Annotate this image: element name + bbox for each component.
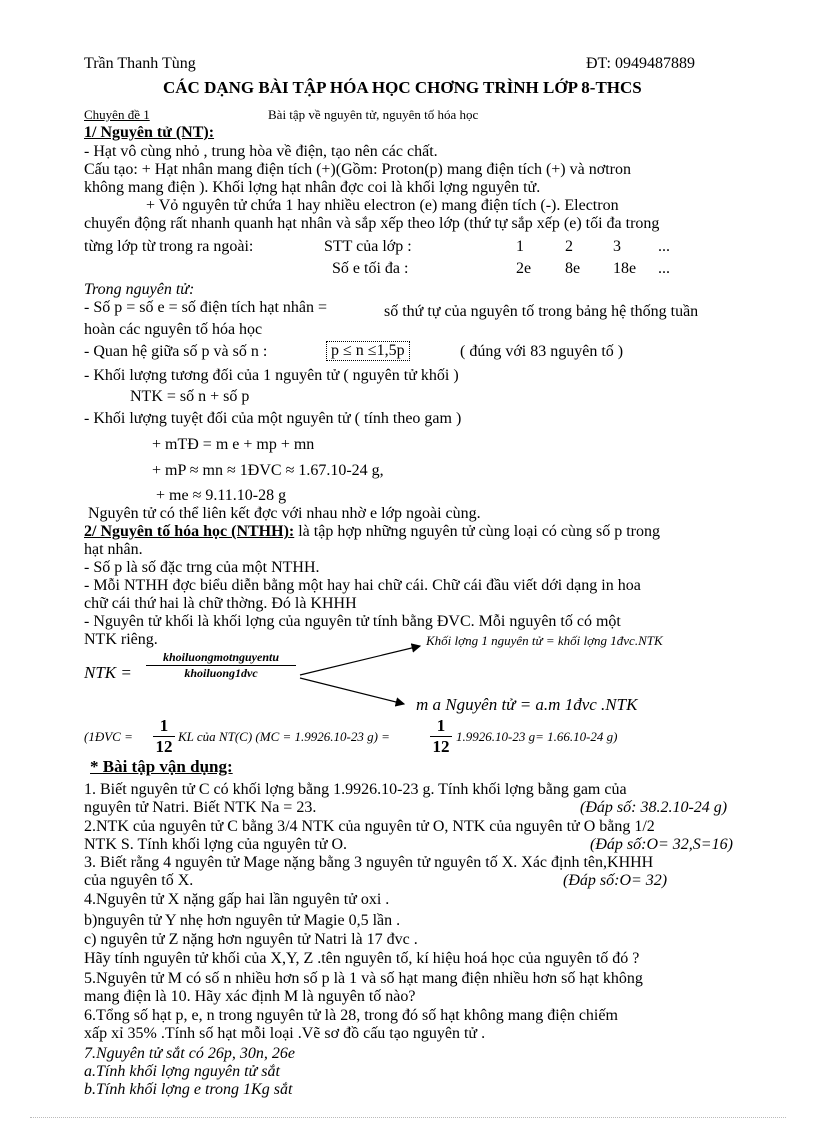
ex2-line2: NTK S. Tính khối lợng của nguyên tử O. <box>84 836 348 853</box>
shell-row2-v2: 8e <box>565 260 581 277</box>
s1-line1: - Hạt vô cùng nhỏ , trung hòa về điện, tạo nên các chất. <box>84 143 438 160</box>
s1-line6: từng lớp từ trong ra ngoài: <box>84 238 254 255</box>
page-bottom-divider <box>30 1117 786 1118</box>
exercises-heading: * Bài tập vận dụng: <box>90 757 233 776</box>
in-atom-line6: - Khối lượng tuyệt đối của một nguyên tử ( tính theo gam ) <box>84 410 462 427</box>
ex5-line1: 5.Nguyên tử M có số n nhiều hơn số p là 1 và số hạt mang điện nhiều hơn số hạt không <box>84 970 643 987</box>
section1-heading: 1/ Nguyên tử (NT): <box>84 124 215 141</box>
in-atom-line1b: số thứ tự của nguyên tố trong bảng hệ thống tuần <box>384 303 699 320</box>
dvc-part-c: 1.9926.10-23 g= 1.66.10-24 g) <box>456 729 618 744</box>
ex4-line3: c) nguyên tử Z nặng hơn nguyên tử Natri là 17 đvc . <box>84 931 418 948</box>
shell-row1-v3: 3 <box>613 238 621 255</box>
document-title: CÁC DẠNG BÀI TẬP HÓA HỌC CHƠNG TRÌNH LỚP 8-THCS <box>163 78 642 97</box>
dvc-fraction-1 <box>153 716 175 757</box>
ntk-label: NTK = <box>84 663 132 682</box>
s2-line7: NTK riêng. <box>84 631 158 648</box>
dvc-part-b: KL của NT(C) (MC = 1.9926.10-23 g) = <box>178 729 390 744</box>
ex3-line1: 3. Biết rằng 4 nguyên tử Mage nặng bằng 3 nguyên tử nguyên tố X. Xác định tên,KHHH <box>84 854 654 871</box>
s1-line3: không mang điện ). Khối lợng hạt nhân đợc coi là khối lợng nguyên tử. <box>84 179 541 196</box>
dvc-part-a: (1ĐVC = <box>84 729 133 744</box>
in-atom-line1a: - Số p = số e = số điện tích hạt nhân = <box>84 299 328 316</box>
s1-line5: chuyển động rất nhanh quanh hạt nhân và sắp xếp theo lớp (thứ tự sắp xếp (e) tối đa trong <box>84 215 660 232</box>
dvc-fraction-2-num: 1 <box>430 716 452 737</box>
mass-formula-1: + mTĐ = m e + mp + mn <box>152 436 315 453</box>
in-atom-heading: Trong nguyên tử: <box>84 281 195 298</box>
section2-heading: 2/ Nguyên tố hóa học (NTHH): <box>84 523 295 540</box>
shell-row1-v1: 1 <box>516 238 524 255</box>
ex1-answer: (Đáp số: 38.2.10-24 g) <box>580 799 728 816</box>
s2-line4: - Mỗi NTHH đợc biểu diễn bằng một hay hai chữ cái. Chữ cái đầu viết dới dạng in hoa <box>84 577 641 594</box>
shell-row2-v4: ... <box>658 260 670 277</box>
mass-formula-2: + mP ≈ mn ≈ 1ĐVC ≈ 1.67.10-24 g, <box>152 462 384 479</box>
ex6-line2: xấp xỉ 35% .Tính số hạt mỗi loại .Vẽ sơ đồ cấu tạo nguyên tử . <box>84 1025 486 1042</box>
arrow-up <box>300 646 420 675</box>
arrow-bottom-label: m a Nguyên tử = a.m 1đvc .NTK <box>416 695 638 714</box>
section2-line1 <box>84 523 660 541</box>
ex5-line2: mang điện là 10. Hãy xác định M là nguyên tố nào? <box>84 988 416 1005</box>
author-name: Trần Thanh Tùng <box>84 55 196 72</box>
topic-title: Bài tập về nguyên tử, nguyên tố hóa học <box>268 107 479 122</box>
ex1-line2: nguyên tử Natri. Biết NTK Na = 23. <box>84 799 317 816</box>
arrow-down <box>300 678 404 704</box>
arrows-diagram <box>296 640 426 710</box>
ntk-fraction <box>146 650 296 681</box>
ex4-line4: Hãy tính nguyên tử khối của X,Y, Z .tên nguyên tố, kí hiệu hoá học của nguyên tố đó ? <box>84 950 640 967</box>
phone-number: ĐT: 0949487889 <box>586 55 695 72</box>
in-atom-line3a: - Quan hệ giữa số p và số n : <box>84 343 268 360</box>
shell-row2-v3: 18e <box>613 260 637 277</box>
ntk-denominator: khoiluong1dvc <box>184 666 258 680</box>
section2-line1-text: là tập hợp những nguyên tử cùng loại có cùng số p trong <box>294 523 660 540</box>
shell-row2-label: Số e tối đa : <box>332 260 409 277</box>
in-atom-line2: hoàn các nguyên tố hóa học <box>84 321 263 338</box>
shell-row1-v2: 2 <box>565 238 573 255</box>
topic-label: Chuyên đề 1 <box>84 107 150 122</box>
ex7-line1: 7.Nguyên tử sắt có 26p, 30n, 26e <box>84 1045 295 1062</box>
s2-line3: - Số p là số đặc trng của một NTHH. <box>84 559 320 576</box>
shell-row1-v4: ... <box>658 238 670 255</box>
dvc-fraction-1-den: 12 <box>155 737 173 756</box>
ex1-line1: 1. Biết nguyên tử C có khối lợng bằng 1.9926.10-23 g. Tính khối lợng bằng gam của <box>84 781 627 798</box>
s2-line6: - Nguyên tử khối là khối lợng của nguyên tử tính bằng ĐVC. Mỗi nguyên tố có một <box>84 613 621 630</box>
ex3-line2: của nguyên tố X. <box>84 872 194 889</box>
mass-formula-3: + me ≈ 9.11.10-28 g <box>156 487 287 504</box>
ex7-line2: a.Tính khối lợng nguyên tử sắt <box>84 1063 280 1080</box>
arrow-top-label: Khối lợng 1 nguyên tử = khối lợng 1đvc.NTK <box>426 633 663 648</box>
ex7-line3: b.Tính khối lợng e trong 1Kg sắt <box>84 1081 293 1098</box>
in-atom-line4: - Khối lượng tương đối của 1 nguyên tử ( nguyên tử khối ) <box>84 367 459 384</box>
ex4-line1: 4.Nguyên tử X nặng gấp hai lần nguyên tử oxi . <box>84 891 390 908</box>
ex3-answer: (Đáp số:O= 32) <box>563 872 668 889</box>
in-atom-line7: Nguyên tử có thể liên kết đợc với nhau nhờ e lớp ngoài cùng. <box>88 505 481 522</box>
shell-row1-label: STT của lớp : <box>324 238 412 255</box>
ex2-answer: (Đáp số:O= 32,S=16) <box>590 836 733 853</box>
ex6-line1: 6.Tổng số hạt p, e, n trong nguyên tử là 28, trong đó số hạt không mang điện chiếm <box>84 1007 618 1024</box>
s2-line2: hạt nhân. <box>84 541 143 558</box>
shell-row2-v1: 2e <box>516 260 532 277</box>
s1-line4: + Vỏ nguyên tử chứa 1 hay nhiều electron (e) mang điện tích (-). Electron <box>146 197 619 214</box>
ntk-numerator: khoiluongmotnguyentu <box>146 650 296 666</box>
ex4-line2: b)nguyên tử Y nhẹ hơn nguyên tử Magie 0,5 lần . <box>84 912 401 929</box>
s2-line5: chữ cái thứ hai là chữ thờng. Đó là KHHH <box>84 595 357 612</box>
ex2-line1: 2.NTK của nguyên tử C bằng 3/4 NTK của nguyên tử O, NTK của nguyên tử O bằng 1/2 <box>84 818 655 835</box>
dvc-fraction-2-den: 12 <box>432 737 450 756</box>
ntk-formula: NTK = số n + số p <box>130 388 250 405</box>
p-n-relation-box: p ≤ n ≤1,5p <box>326 341 410 361</box>
dvc-fraction-1-num: 1 <box>153 716 175 737</box>
in-atom-line3b: ( đúng với 83 nguyên tố ) <box>460 343 624 360</box>
dvc-fraction-2 <box>430 716 452 757</box>
s1-line2: Cấu tạo: + Hạt nhân mang điện tích (+)(Gồm: Proton(p) mang điện tích (+) và nơtron <box>84 161 631 178</box>
